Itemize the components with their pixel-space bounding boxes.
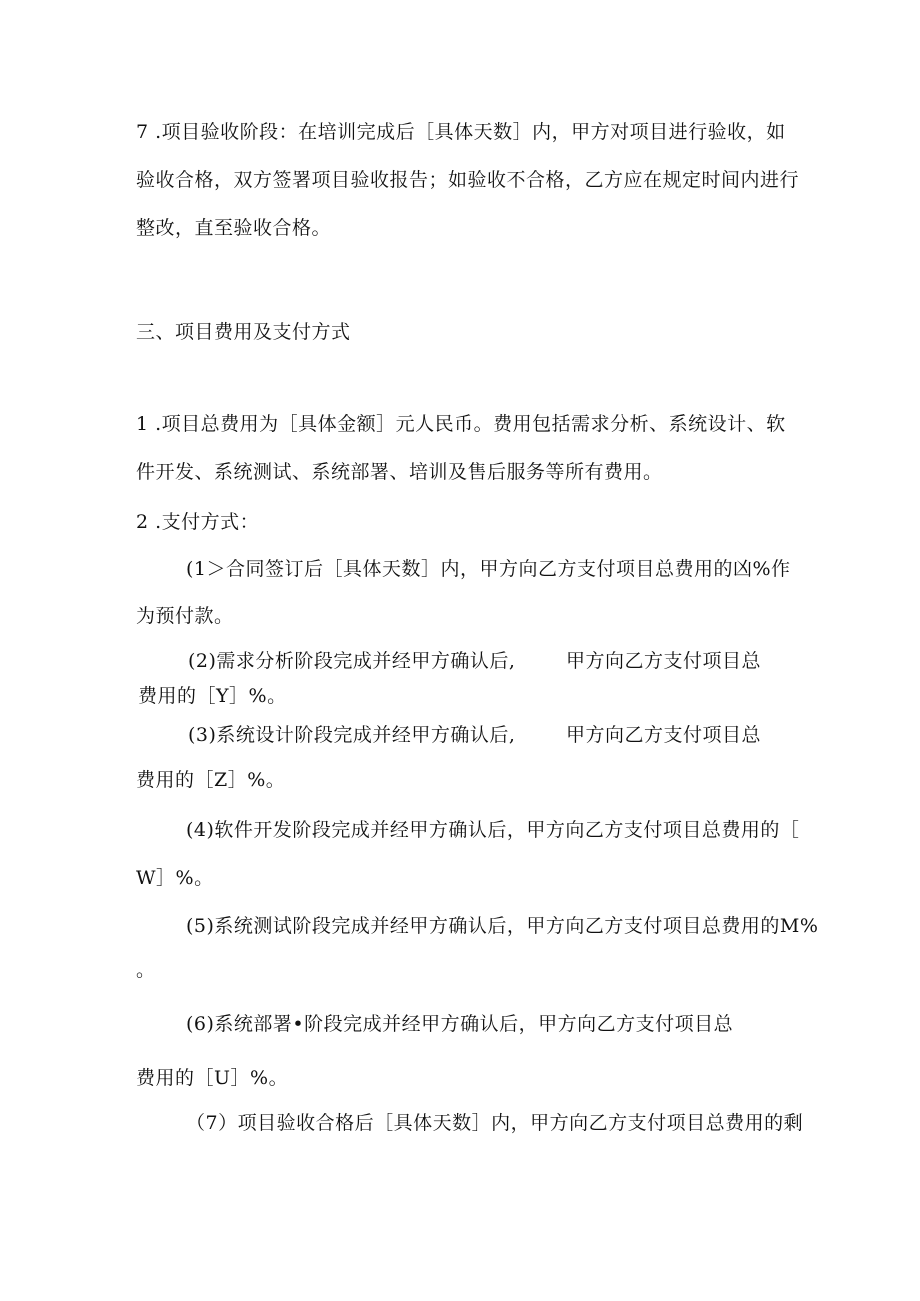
payment-2-line2: 费用的［Y］%。 (138, 685, 287, 707)
payment-3-line2: 费用的［Z］%。 (136, 769, 286, 791)
payment-heading: 2 .支付方式： (136, 511, 260, 533)
payment-6-line1: (6)系统部署•阶段完成并经甲方确认后，甲方向乙方支付项目总 (186, 1013, 734, 1035)
payment-1-line1: (1＞合同签订后［具体天数］内，甲方向乙方支付项目总费用的凶%作 (186, 558, 791, 580)
fee-line1: 1 .项目总费用为［具体金额］元人民币。费用包括需求分析、系统设计、软 (136, 413, 786, 435)
item7-line2: 验收合格，双方签署项目验收报告；如验收不合格，乙方应在规定时间内进行 (136, 169, 800, 191)
payment-4-line1: (4)软件开发阶段完成并经甲方确认后，甲方向乙方支付项目总费用的［ (186, 819, 800, 841)
payment-5-line2: 。 (136, 959, 156, 981)
payment-5-line1: (5)系统测试阶段完成并经甲方确认后，甲方向乙方支付项目总费用的M% (186, 915, 819, 937)
payment-7-line1: （7）项目验收合格后［具体天数］内，甲方向乙方支付项目总费用的剩 (186, 1112, 804, 1134)
payment-3-line1b: 甲方向乙方支付项目总 (566, 724, 762, 746)
payment-1-line2: 为预付款。 (136, 605, 234, 627)
item7-line3: 整改，直至验收合格。 (136, 217, 332, 239)
payment-6-line2: 费用的［U］%。 (136, 1067, 289, 1089)
payment-3-line1a: (3)系统设计阶段完成并经甲方确认后, (188, 724, 516, 746)
payment-2-line1a: (2)需求分析阶段完成并经甲方确认后, (188, 650, 516, 672)
section-heading: 三、项目费用及支付方式 (136, 321, 351, 343)
item7-line1: 7 .项目验收阶段：在培训完成后［具体天数］内，甲方对项目进行验收，如 (136, 121, 786, 143)
payment-4-line2: W］%。 (136, 867, 214, 889)
fee-line2: 件开发、系统测试、系统部署、培训及售后服务等所有费用。 (136, 461, 663, 483)
payment-2-line1b: 甲方向乙方支付项目总 (566, 650, 762, 672)
